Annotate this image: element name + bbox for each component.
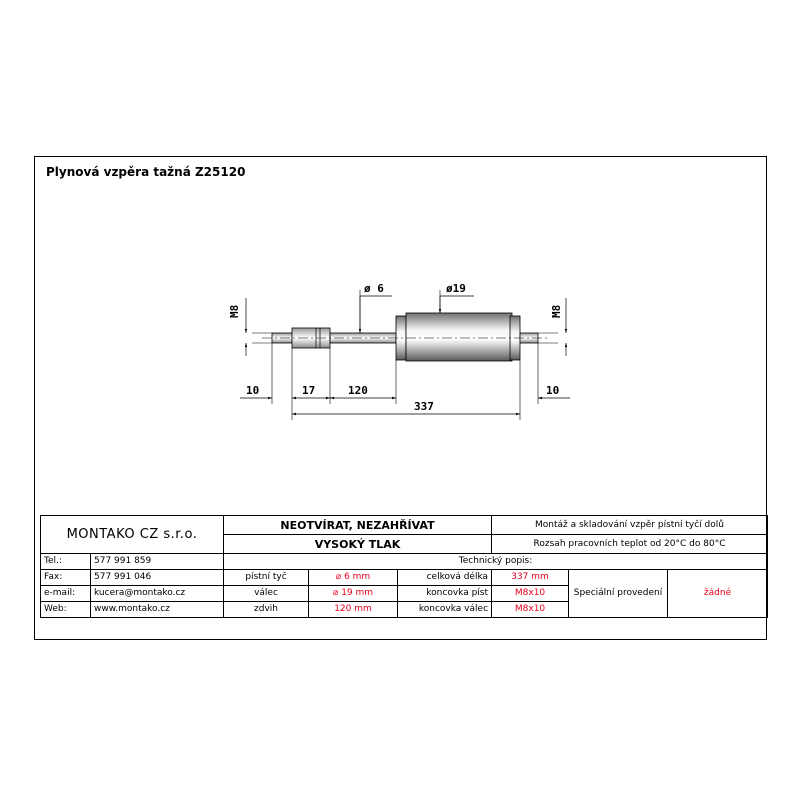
spec-value: 120 mm bbox=[309, 602, 398, 618]
drawing-title: Plynová vzpěra tažná Z25120 bbox=[46, 165, 246, 179]
dim-label-m8-left: M8 bbox=[228, 304, 241, 318]
contact-label: Fax: bbox=[41, 570, 91, 586]
spec-label: válec bbox=[224, 586, 309, 602]
contact-value: 577 991 859 bbox=[91, 554, 224, 570]
contact-value: kucera@montako.cz bbox=[91, 586, 224, 602]
spec-value: ⌀ 6 mm bbox=[309, 570, 398, 586]
contact-value: www.montako.cz bbox=[91, 602, 224, 618]
spec-label: koncovka píst bbox=[398, 586, 492, 602]
cylinder-body bbox=[406, 313, 512, 361]
special-value: žádné bbox=[668, 570, 768, 618]
dim-label-10-right: 10 bbox=[546, 384, 560, 397]
dim-label-10-left: 10 bbox=[246, 384, 260, 397]
spec-label: celková délka bbox=[398, 570, 492, 586]
company-name: MONTAKO CZ s.r.o. bbox=[41, 516, 224, 554]
tech-header: Technický popis: bbox=[224, 554, 768, 570]
contact-label: e-mail: bbox=[41, 586, 91, 602]
dim-label-17: 17 bbox=[302, 384, 316, 397]
warning-no-open: NEOTVÍRAT, NEZAHŘÍVAT bbox=[224, 516, 492, 535]
contact-label: Web: bbox=[41, 602, 91, 618]
dim-label-337: 337 bbox=[414, 400, 434, 413]
warning-high-pressure: VYSOKÝ TLAK bbox=[224, 535, 492, 554]
gas-spring-part bbox=[262, 313, 548, 361]
spec-value: 337 mm bbox=[492, 570, 569, 586]
title-block bbox=[40, 515, 768, 618]
spec-value: M8x10 bbox=[492, 602, 569, 618]
dim-label-120: 120 bbox=[348, 384, 368, 397]
note-temperature: Rozsah pracovních teplot od 20°C do 80°C bbox=[492, 535, 768, 554]
dim-label-d19: ø19 bbox=[446, 282, 466, 295]
contact-value: 577 991 046 bbox=[91, 570, 224, 586]
dim-label-m8-right: M8 bbox=[550, 304, 563, 318]
spec-label: zdvih bbox=[224, 602, 309, 618]
spec-label: koncovka válec bbox=[398, 602, 492, 618]
spec-label: pístní tyč bbox=[224, 570, 309, 586]
spec-value: M8x10 bbox=[492, 586, 569, 602]
spec-value: ⌀ 19 mm bbox=[309, 586, 398, 602]
special-label: Speciální provedení bbox=[569, 570, 668, 618]
contact-label: Tel.: bbox=[41, 554, 91, 570]
note-mounting: Montáž a skladování vzpěr pístní tyčí dolů bbox=[492, 516, 768, 535]
dim-label-d6: ø 6 bbox=[364, 282, 384, 295]
